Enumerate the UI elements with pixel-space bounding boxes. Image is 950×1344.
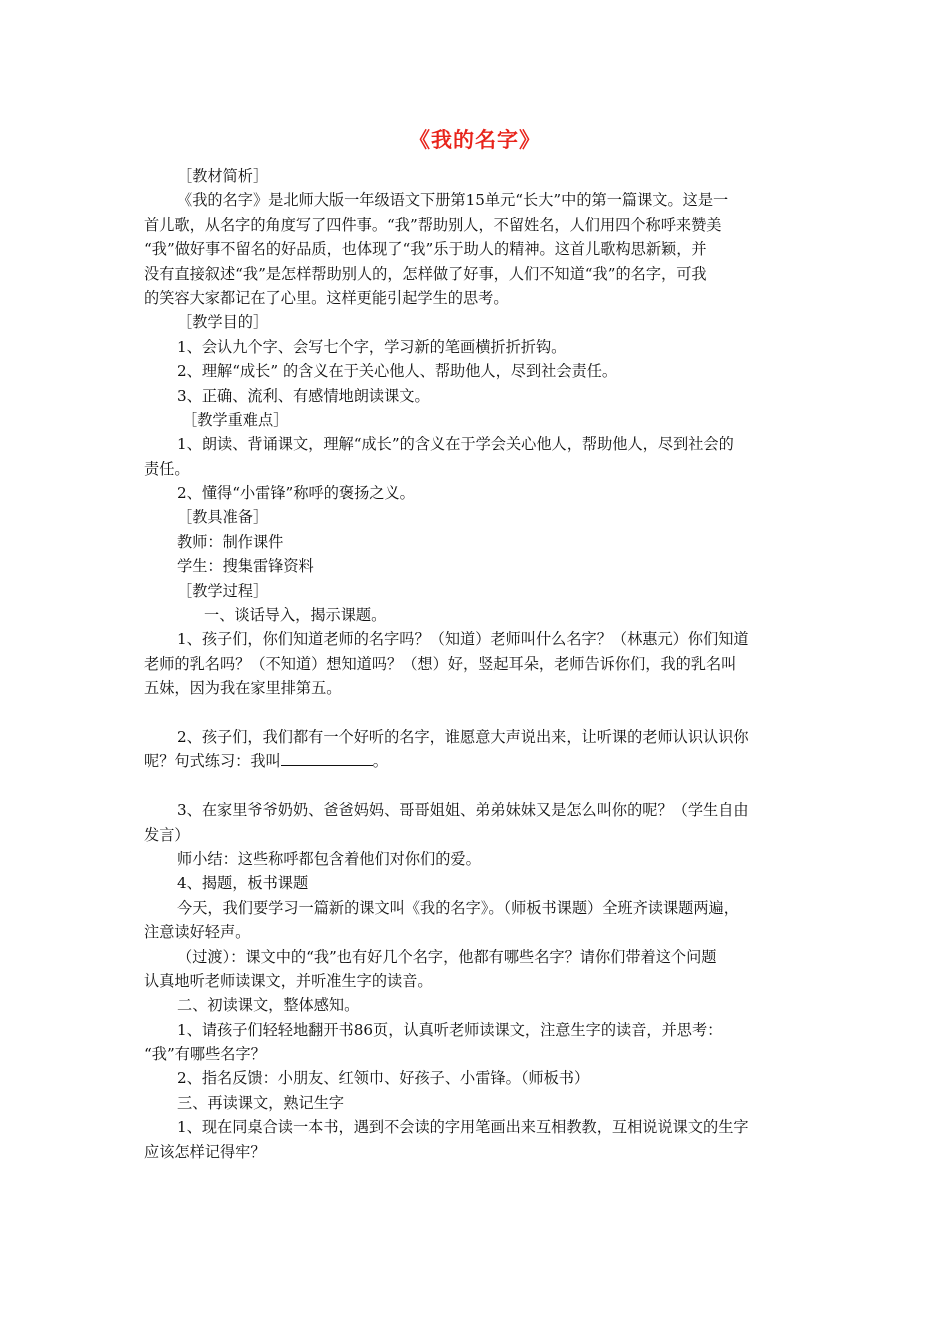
sentence-end-mark: 。: [372, 752, 388, 771]
paragraph-line: 老师的乳名吗？（不知道）想知道吗？（想）好，竖起耳朵，老师告诉你们，我的乳名叫: [144, 654, 737, 673]
list-item: 3、正确、流利、有感情地朗读课文。: [177, 386, 430, 405]
paragraph-line: 注意读好轻声。: [144, 923, 251, 942]
sentence-pattern-text: 呢？句式练习：我叫: [144, 752, 281, 771]
list-item: 2、指名反馈：小朋友、红领巾、好孩子、小雷锋。（师板书）: [177, 1069, 590, 1088]
list-item: 1、朗读、背诵课文，理解“成长”的含义在于学会关心他人，帮助他人，尽到社会的: [177, 435, 734, 454]
paragraph-line: 的笑容大家都记在了心里。这样更能引起学生的思考。: [144, 288, 509, 307]
list-item: 1、会认九个字、会写七个字，学习新的笔画横折折折钩。: [177, 337, 567, 356]
paragraph-line: 师小结：这些称呼都包含着他们对你们的爱。: [177, 849, 481, 868]
paragraph-line: 认真地听老师读课文，并听准生字的读音。: [144, 971, 433, 990]
paragraph-line: 今天，我们要学习一篇新的课文叫《我的名字》。（师板书课题）全班齐读课题两遍，: [177, 898, 739, 917]
blank-line: [144, 774, 810, 798]
paragraph-line: “我”做好事不留名的好品质，也体现了“我”乐于助人的精神。这首儿歌构思新颖，并: [144, 240, 707, 259]
fill-in-blank: [281, 750, 373, 766]
section-heading: ［教材简析］: [177, 167, 269, 185]
section-heading: ［教学过程］: [177, 581, 269, 600]
paragraph-line: 发言）: [144, 825, 190, 844]
list-item: 3、在家里爷爷奶奶、爸爸妈妈、哥哥姐姐、弟弟妹妹又是怎么叫你的呢？（学生自由: [177, 801, 749, 820]
subsection-heading: 二、初读课文，整体感知。: [177, 996, 360, 1015]
subsection-heading: 一、谈话导入，揭示课题。: [204, 606, 387, 625]
paragraph-line: [144, 749, 810, 773]
list-item: 1、现在同桌合读一本书，遇到不会读的字用笔画出来互相教教，互相说说课文的生字: [177, 1118, 749, 1137]
paragraph-line: （过渡）：课文中的“我”也有好几个名字，他都有哪些名字？请你们带着这个问题: [177, 947, 717, 966]
paragraph-line: 应该怎样记得牢？: [144, 1142, 266, 1161]
paragraph-line: 教师：制作课件: [177, 532, 284, 551]
list-item: 2、懂得“小雷锋”称呼的褒扬之义。: [177, 484, 415, 503]
list-item: 1、请孩子们轻轻地翻开书86页，认真听老师读课文，注意生字的读音，并思考：: [177, 1020, 723, 1039]
subsection-heading: 三、再读课文，熟记生字: [177, 1093, 345, 1112]
list-item: 2、理解“成长” 的含义在于关心他人、帮助他人，尽到社会责任。: [177, 362, 618, 381]
paragraph-line: 《我的名字》是北师大版一年级语文下册第15单元“长大”中的第一篇课文。这是一: [177, 191, 729, 210]
section-heading: ［教学目的］: [177, 313, 269, 332]
section-heading: ［教学重难点］: [182, 410, 289, 429]
paragraph-line: 五妹，因为我在家里排第五。: [144, 679, 342, 698]
blank-line: [144, 701, 810, 725]
list-item: 1、孩子们，你们知道老师的名字吗？（知道）老师叫什么名字？（林惠元）你们知道: [177, 630, 749, 649]
paragraph-line: 责任。: [144, 459, 190, 478]
paragraph-line: 学生：搜集雷锋资料: [177, 557, 314, 576]
paragraph-line: 首儿歌，从名字的角度写了四件事。“我”帮助别人，不留姓名，人们用四个称呼来赞美: [144, 215, 722, 234]
document-body: [144, 164, 810, 1164]
document-title: 《我的名字》: [409, 128, 541, 152]
list-item: 2、孩子们，我们都有一个好听的名字，谁愿意大声说出来，让听课的老师认识认识你: [177, 727, 749, 746]
paragraph-line: 没有直接叙述“我”是怎样帮助别人的，怎样做了好事，人们不知道“我”的名字，可我: [144, 264, 707, 283]
paragraph-line: “我”有哪些名字？: [144, 1045, 266, 1064]
list-item: 4、揭题，板书课题: [177, 874, 309, 893]
section-heading: ［教具准备］: [177, 508, 269, 527]
